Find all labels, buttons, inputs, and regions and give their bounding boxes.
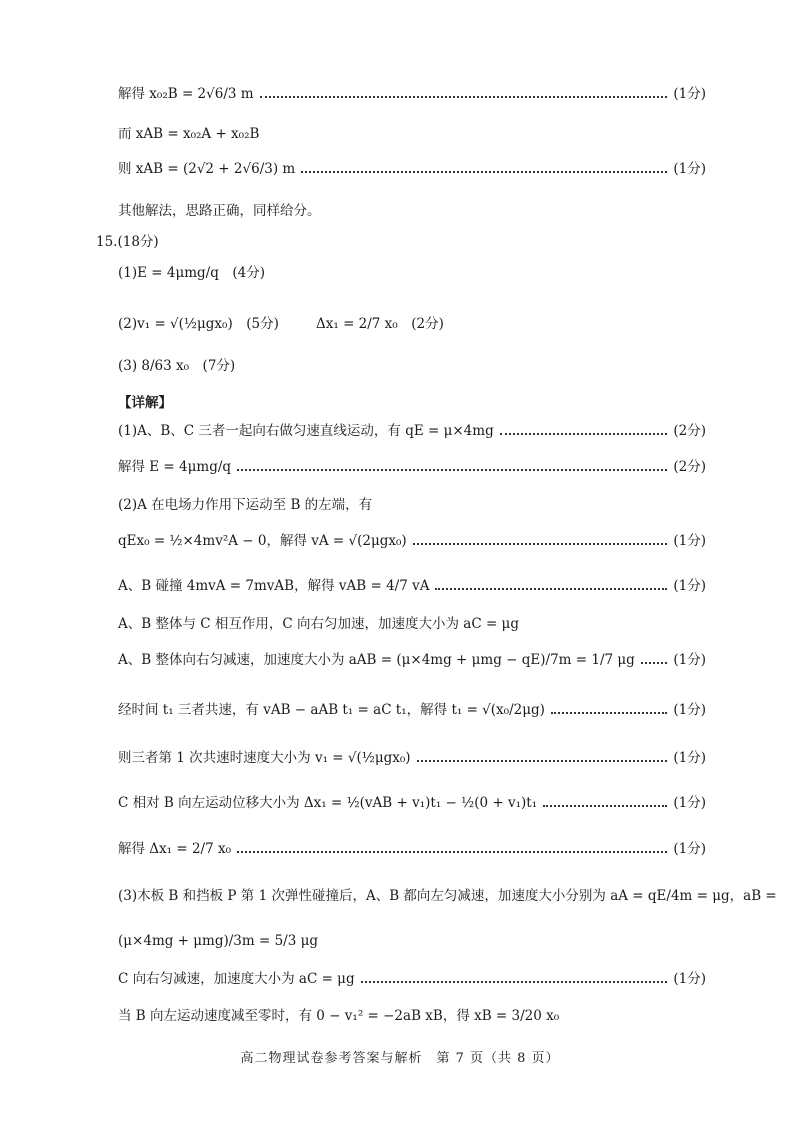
answer-line bbox=[118, 1010, 559, 1024]
dot-leader bbox=[301, 170, 667, 173]
answer-summary-3 bbox=[118, 360, 235, 374]
line-content: C 相对 B 向左运动位移大小为 Δx₁ = ½(vAB + v₁)t₁ − ½(0 + v₁)t₁ bbox=[118, 795, 538, 811]
dot-leader bbox=[641, 661, 668, 664]
line-content: 解得 x₀₂B = 2√6/3 m bbox=[118, 86, 254, 102]
dot-leader bbox=[237, 468, 667, 471]
line-content: 解得 E = 4μmg/q bbox=[118, 459, 232, 475]
answer-line bbox=[118, 704, 706, 718]
answer-line bbox=[118, 973, 706, 987]
dot-leader bbox=[551, 711, 667, 714]
line-content: (3) 8/63 x₀ (7分) bbox=[118, 358, 236, 374]
line-content: A、B 碰撞 4mvA = 7mvAB，解得 vAB = 4/7 vA bbox=[118, 578, 430, 594]
answer-line bbox=[118, 128, 259, 142]
line-content: (3)木板 B 和挡板 P 第 1 次弹性碰撞后，A、B 都向左匀减速，加速度大小分别为 aA = qE/4m = μg，aB = bbox=[118, 888, 777, 904]
score-label: (1分) bbox=[673, 86, 706, 102]
line-content: A、B 整体向右匀减速，加速度大小为 aAB = (μ×4mg + μmg − qE)/7m = 1/7 μg bbox=[118, 652, 635, 668]
line-content: A、B 整体与 C 相互作用，C 向右匀加速，加速度大小为 aC = μg bbox=[118, 616, 519, 632]
detail-heading bbox=[118, 397, 172, 411]
dot-leader bbox=[500, 432, 668, 435]
answer-summary-2 bbox=[118, 318, 279, 332]
line-content: 则 xAB = (2√2 + 2√6/3) m bbox=[118, 161, 296, 177]
line-content: 15.(18分) bbox=[96, 234, 159, 250]
line-content: 则三者第 1 次共速时速度大小为 v₁ = √(½μgx₀) bbox=[118, 750, 411, 766]
score-label: (1分) bbox=[673, 652, 706, 668]
line-content: (1)A、B、C 三者一起向右做匀速直线运动，有 qE = μ×4mg bbox=[118, 423, 494, 439]
line-content: 解得 Δx₁ = 2/7 x₀ bbox=[118, 841, 232, 857]
answer-line bbox=[118, 752, 706, 766]
page-footer: 高二物理试卷参考答案与解析 第 7 页（共 8 页） bbox=[240, 1051, 560, 1066]
score-label: (1分) bbox=[673, 971, 706, 987]
line-content: C 向右匀减速，加速度大小为 aC = μg bbox=[118, 971, 355, 987]
answer-line bbox=[118, 797, 706, 811]
line-content: (2)v₁ = √(½μgx₀) (5分) bbox=[118, 316, 279, 332]
score-label: (1分) bbox=[673, 841, 706, 857]
dot-leader bbox=[361, 980, 668, 983]
line-content: 当 B 向左运动速度减至零时，有 0 − v₁² = −2aB xB，得 xB = 3/20 x₀ bbox=[118, 1008, 560, 1024]
answer-line bbox=[118, 461, 706, 475]
answer-line bbox=[118, 535, 706, 549]
dot-leader bbox=[435, 587, 667, 590]
dot-leader bbox=[237, 850, 667, 853]
answer-line bbox=[118, 654, 706, 668]
answer-line bbox=[118, 499, 372, 513]
answer-line bbox=[118, 935, 318, 949]
note-line bbox=[118, 205, 321, 219]
line-content: qEx₀ = ½×4mv²A − 0，解得 vA = √(2μgx₀) bbox=[118, 533, 407, 549]
answer-summary-1 bbox=[118, 267, 265, 281]
answer-line bbox=[118, 890, 777, 904]
line-content: 而 xAB = x₀₂A + x₀₂B bbox=[118, 126, 260, 142]
answer-line bbox=[118, 425, 706, 439]
line-content: (1)E = 4μmg/q (4分) bbox=[118, 265, 265, 281]
dot-leader bbox=[260, 95, 668, 98]
dot-leader bbox=[413, 542, 668, 545]
score-label: (1分) bbox=[673, 533, 706, 549]
answer-line bbox=[118, 163, 706, 177]
line-content: 经时间 t₁ 三者共速，有 vAB − aAB t₁ = aC t₁，解得 t₁ = √(x₀/2μg) bbox=[118, 702, 545, 718]
line-content: 其他解法，思路正确，同样给分。 bbox=[118, 203, 321, 219]
answer-line bbox=[118, 88, 706, 102]
score-label: (1分) bbox=[673, 750, 706, 766]
line-content: 【详解】 bbox=[118, 395, 172, 411]
score-label: (1分) bbox=[673, 795, 706, 811]
answer-line bbox=[118, 618, 519, 632]
score-label: (1分) bbox=[673, 702, 706, 718]
question-number bbox=[96, 236, 159, 250]
answer-summary-2b bbox=[316, 318, 444, 332]
dot-leader bbox=[417, 759, 668, 762]
score-label: (1分) bbox=[673, 161, 706, 177]
answer-line bbox=[118, 580, 706, 594]
score-label: (2分) bbox=[673, 423, 706, 439]
score-label: (2分) bbox=[673, 459, 706, 475]
answer-line bbox=[118, 843, 706, 857]
line-content: (2)A 在电场力作用下运动至 B 的左端，有 bbox=[118, 497, 373, 513]
line-content: (μ×4mg + μmg)/3m = 5/3 μg bbox=[118, 933, 319, 949]
dot-leader bbox=[543, 804, 667, 807]
line-content: Δx₁ = 2/7 x₀ (2分) bbox=[316, 316, 444, 332]
score-label: (1分) bbox=[673, 578, 706, 594]
